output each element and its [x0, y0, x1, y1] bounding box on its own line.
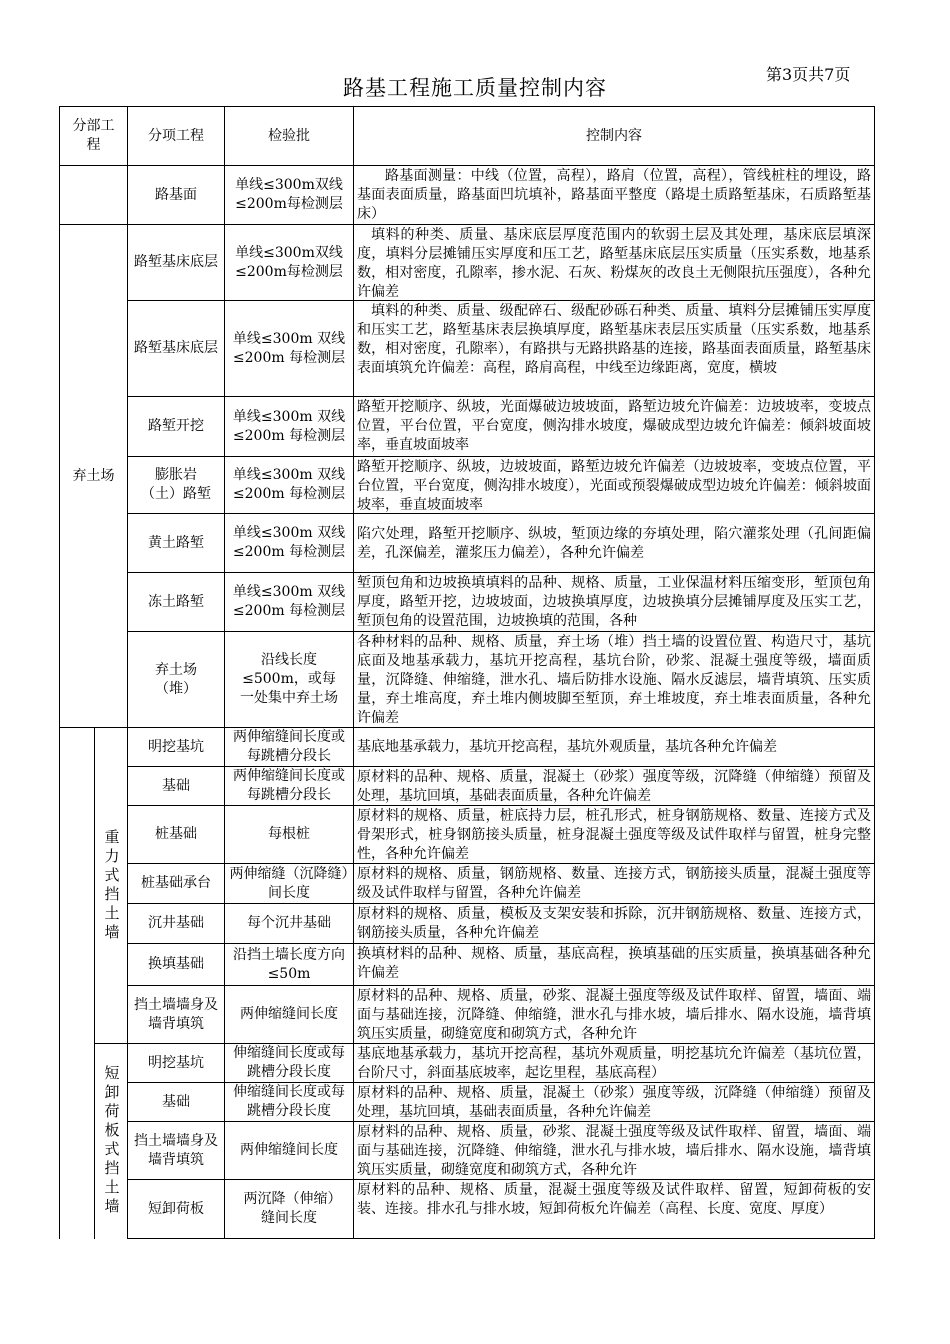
- lot-cell: 两伸缩缝间长度或每跳槽分段长: [225, 767, 354, 806]
- control-cell: 原材料的品种、规格、质量，砂浆、混凝土强度等级及试件取样、留置，墙面、端面与基础连接，沉降缝、伸缩缝，泄水孔与排水坡，墙后排水、隔水设施，墙背填筑压实质量，砌缝宽度和砌筑方式，各种允许: [354, 986, 875, 1044]
- lot-cell: 单线≤300m 双线≤200m 每检测层: [225, 514, 354, 573]
- table-row: [60, 514, 875, 573]
- table-row: [60, 1083, 875, 1122]
- lot-cell: 沿挡土墙长度方向≤50m: [225, 944, 354, 986]
- table-row: [60, 632, 875, 728]
- table-row: [60, 986, 875, 1044]
- item-cell: 路堑基床底层: [128, 225, 225, 301]
- lot-cell: 单线≤300m 双线≤200m 每检测层: [225, 573, 354, 632]
- lot-cell: 单线≤300m 双线≤200m 每检测层: [225, 301, 354, 397]
- lot-cell: 单线≤300m 双线≤200m 每检测层: [225, 457, 354, 514]
- item-cell: 基础: [128, 767, 225, 806]
- table-row: [60, 1044, 875, 1083]
- page-title: 路基工程施工质量控制内容: [343, 76, 607, 100]
- control-cell: 原材料的规格、质量，桩底持力层，桩孔形式，桩身钢筋规格、数量、连接方式及骨架形式，桩身钢筋接头质量，桩身混凝土强度等级及试件取样与留置，桩身完整性，各种允许偏差: [354, 806, 875, 864]
- subdivision-cell-short: [95, 1044, 128, 1239]
- table-row: [60, 1180, 875, 1239]
- item-cell: 桩基础承台: [128, 864, 225, 904]
- table-row: [60, 166, 875, 225]
- item-cell: 弃土场（堆）: [128, 632, 225, 728]
- control-cell: 路基面测量：中线（位置，高程），路肩（位置，高程），管线桩柱的埋设，路基面表面质量，路基面凹坑填补，路基面平整度（路堤土质路堑基床，石质路堑基床）: [354, 166, 875, 225]
- lot-cell: 两伸缩缝间长度: [225, 1122, 354, 1180]
- subdivision-label: 重力式挡土墙: [102, 828, 121, 943]
- item-cell: 挡土墙墙身及墙背填筑: [128, 986, 225, 1044]
- control-cell: 原材料的规格、质量，钢筋规格、数量、连接方式，钢筋接头质量，混凝土强度等级及试件取样与留置，各种允许偏差: [354, 864, 875, 904]
- lot-cell: 每根桩: [225, 806, 354, 864]
- control-cell: 填料的种类、质量、基床底层厚度范围内的软弱土层及其处理，基床底层填深度，填料分层摊铺压实厚度和压工艺，路堑基床底层压实质量（压实系数，地基系数，相对密度，孔隙率，掺水泥、石灰、粉煤灰的改良土无侧限抗压强度），各种允许偏差: [354, 225, 875, 301]
- item-cell: 短卸荷板: [128, 1180, 225, 1239]
- header-row: [60, 107, 875, 166]
- table-row: [60, 457, 875, 514]
- item-cell: 路堑开挖: [128, 397, 225, 457]
- table-row: [60, 864, 875, 904]
- item-cell: 路堑基床底层: [128, 301, 225, 397]
- table-row: [60, 225, 875, 301]
- control-cell: 各种材料的品种、规格、质量，弃土场（堆）挡土墙的设置位置、构造尺寸，基坑底面及地基承载力，基坑开挖高程，基坑台阶，砂浆、混凝土强度等级，墙面质量，沉降缝、伸缩缝，泄水孔、墙后防排水设施、隔水反滤层，墙背填筑、压实质量，弃土堆高度，弃土堆内侧坡脚至堑顶，弃土堆坡度，弃土堆表面质量，各种允许偏差: [354, 632, 875, 728]
- header-item: 分项工程: [128, 107, 225, 166]
- control-cell: 原材料的品种、规格、质量，砂浆、混凝土强度等级及试件取样、留置，墙面、端面与基础连接，沉降缝、伸缩缝，泄水孔与排水坡，墙后排水、隔水设施，墙背填筑压实质量，砌缝宽度和砌筑方式，各种允许: [354, 1122, 875, 1180]
- subdivision-cell-gravity: [95, 728, 128, 1044]
- table-row: [60, 397, 875, 457]
- item-cell: 沉井基础: [128, 904, 225, 944]
- header-control: 控制内容: [354, 107, 875, 166]
- control-cell: 原材料的品种、规格、质量，混凝土（砂浆）强度等级，沉降缝（伸缩缝）预留及处理，基坑回填，基础表面质量，各种允许偏差: [354, 1083, 875, 1122]
- control-cell: 堑顶包角和边坡换填填料的品种、规格、质量，工业保温材料压缩变形，堑顶包角厚度，路堑开挖，边坡坡面，边坡换填厚度，边坡换填分层摊铺厚度及压实工艺，堑顶包角的设置范围，边坡换填的范围，各种: [354, 573, 875, 632]
- item-cell: 基础: [128, 1083, 225, 1122]
- lot-cell: 两沉降（伸缩）缝间长度: [225, 1180, 354, 1239]
- quality-control-table: [59, 106, 875, 1239]
- table-row: [60, 806, 875, 864]
- lot-cell: 单线≤300m双线≤200m每检测层: [225, 166, 354, 225]
- control-cell: 换填材料的品种、规格、质量，基底高程，换填基础的压实质量，换填基础各种允许偏差: [354, 944, 875, 986]
- item-cell: 路基面: [128, 166, 225, 225]
- control-cell: 路堑开挖顺序、纵坡，光面爆破边坡坡面，路堑边坡允许偏差：边坡坡率，变坡点位置，平台位置，平台宽度，侧沟排水坡度，爆破成型边坡允许偏差：倾斜坡面坡率，垂直坡面坡率: [354, 397, 875, 457]
- lot-cell: 单线≤300m双线≤200m每检测层: [225, 225, 354, 301]
- control-cell: 基底地基承载力，基坑开挖高程，基坑外观质量，基坑各种允许偏差: [354, 728, 875, 767]
- item-cell: 黄土路堑: [128, 514, 225, 573]
- table-row: [60, 767, 875, 806]
- lot-cell: 单线≤300m 双线≤200m 每检测层: [225, 397, 354, 457]
- item-cell: 膨胀岩（土）路堑: [128, 457, 225, 514]
- item-cell: 明挖基坑: [128, 1044, 225, 1083]
- lot-cell: 沿线长度≤500m，或每一处集中弃土场: [225, 632, 354, 728]
- table-row: [60, 301, 875, 397]
- control-cell: 原材料的规格、质量，模板及支架安装和拆除，沉井钢筋规格、数量、连接方式，钢筋接头质量，各种允许偏差: [354, 904, 875, 944]
- item-cell: 冻土路堑: [128, 573, 225, 632]
- division-blank-cell: [60, 166, 128, 225]
- table-row: [60, 904, 875, 944]
- lot-cell: 两伸缩缝间长度: [225, 986, 354, 1044]
- control-cell: 路堑开挖顺序、纵坡，边坡坡面，路堑边坡允许偏差（边坡坡率，变坡点位置，平台位置，平台宽度，侧沟排水坡度），光面或预裂爆破成型边坡允许偏差：倾斜坡面坡率，垂直坡面坡率: [354, 457, 875, 514]
- page-number: 第3页共7页: [766, 65, 851, 84]
- subdivision-label: 短卸荷板式挡土墙: [102, 1065, 121, 1218]
- control-cell: 填料的种类、质量、级配碎石、级配砂砾石种类、质量、填料分层摊铺压实厚度和压实工艺，路堑基床表层换填厚度，路堑基床表层压实质量（压实系数，地基系数，相对密度，孔隙率），有路拱与无路拱路基的连接，路基面表面质量，路堑基床表面填筑允许偏差：高程，路肩高程，中线至边缘距离，宽度，横坡: [354, 301, 875, 397]
- lot-cell: 两伸缩缝间长度或每跳槽分段长: [225, 728, 354, 767]
- item-cell: 桩基础: [128, 806, 225, 864]
- control-cell: 原材料的品种、规格、质量，混凝土强度等级及试件取样、留置，短卸荷板的安装、连接。排水孔与排水坡，短卸荷板允许偏差（高程、长度、宽度、厚度）: [354, 1180, 875, 1239]
- division-cell-spoil: [60, 225, 128, 728]
- table-row: [60, 1122, 875, 1180]
- item-cell: 明挖基坑: [128, 728, 225, 767]
- header-lot: 检验批: [225, 107, 354, 166]
- table-row: [60, 728, 875, 767]
- control-cell: 陷穴处理，路堑开挖顺序、纵坡，堑顶边缘的夯填处理，陷穴灌浆处理（孔间距偏差，孔深偏差，灌浆压力偏差），各种允许偏差: [354, 514, 875, 573]
- item-cell: 换填基础: [128, 944, 225, 986]
- division-blank-cell: [60, 728, 95, 1239]
- lot-cell: 两伸缩缝（沉降缝）间长度: [225, 864, 354, 904]
- table-row: [60, 944, 875, 986]
- control-cell: 原材料的品种、规格、质量，混凝土（砂浆）强度等级，沉降缝（伸缩缝）预留及处理，基坑回填，基础表面质量，各种允许偏差: [354, 767, 875, 806]
- lot-cell: 伸缩缝间长度或每跳槽分段长度: [225, 1083, 354, 1122]
- control-cell: 基底地基承载力，基坑开挖高程，基坑外观质量，明挖基坑允许偏差（基坑位置，台阶尺寸，斜面基底坡率，起讫里程，基底高程）: [354, 1044, 875, 1083]
- item-cell: 挡土墙墙身及墙背填筑: [128, 1122, 225, 1180]
- lot-cell: 伸缩缝间长度或每跳槽分段长度: [225, 1044, 354, 1083]
- lot-cell: 每个沉井基础: [225, 904, 354, 944]
- table-row: [60, 573, 875, 632]
- header-division: 分部工程: [60, 107, 128, 166]
- division-label: 弃土场: [72, 467, 115, 484]
